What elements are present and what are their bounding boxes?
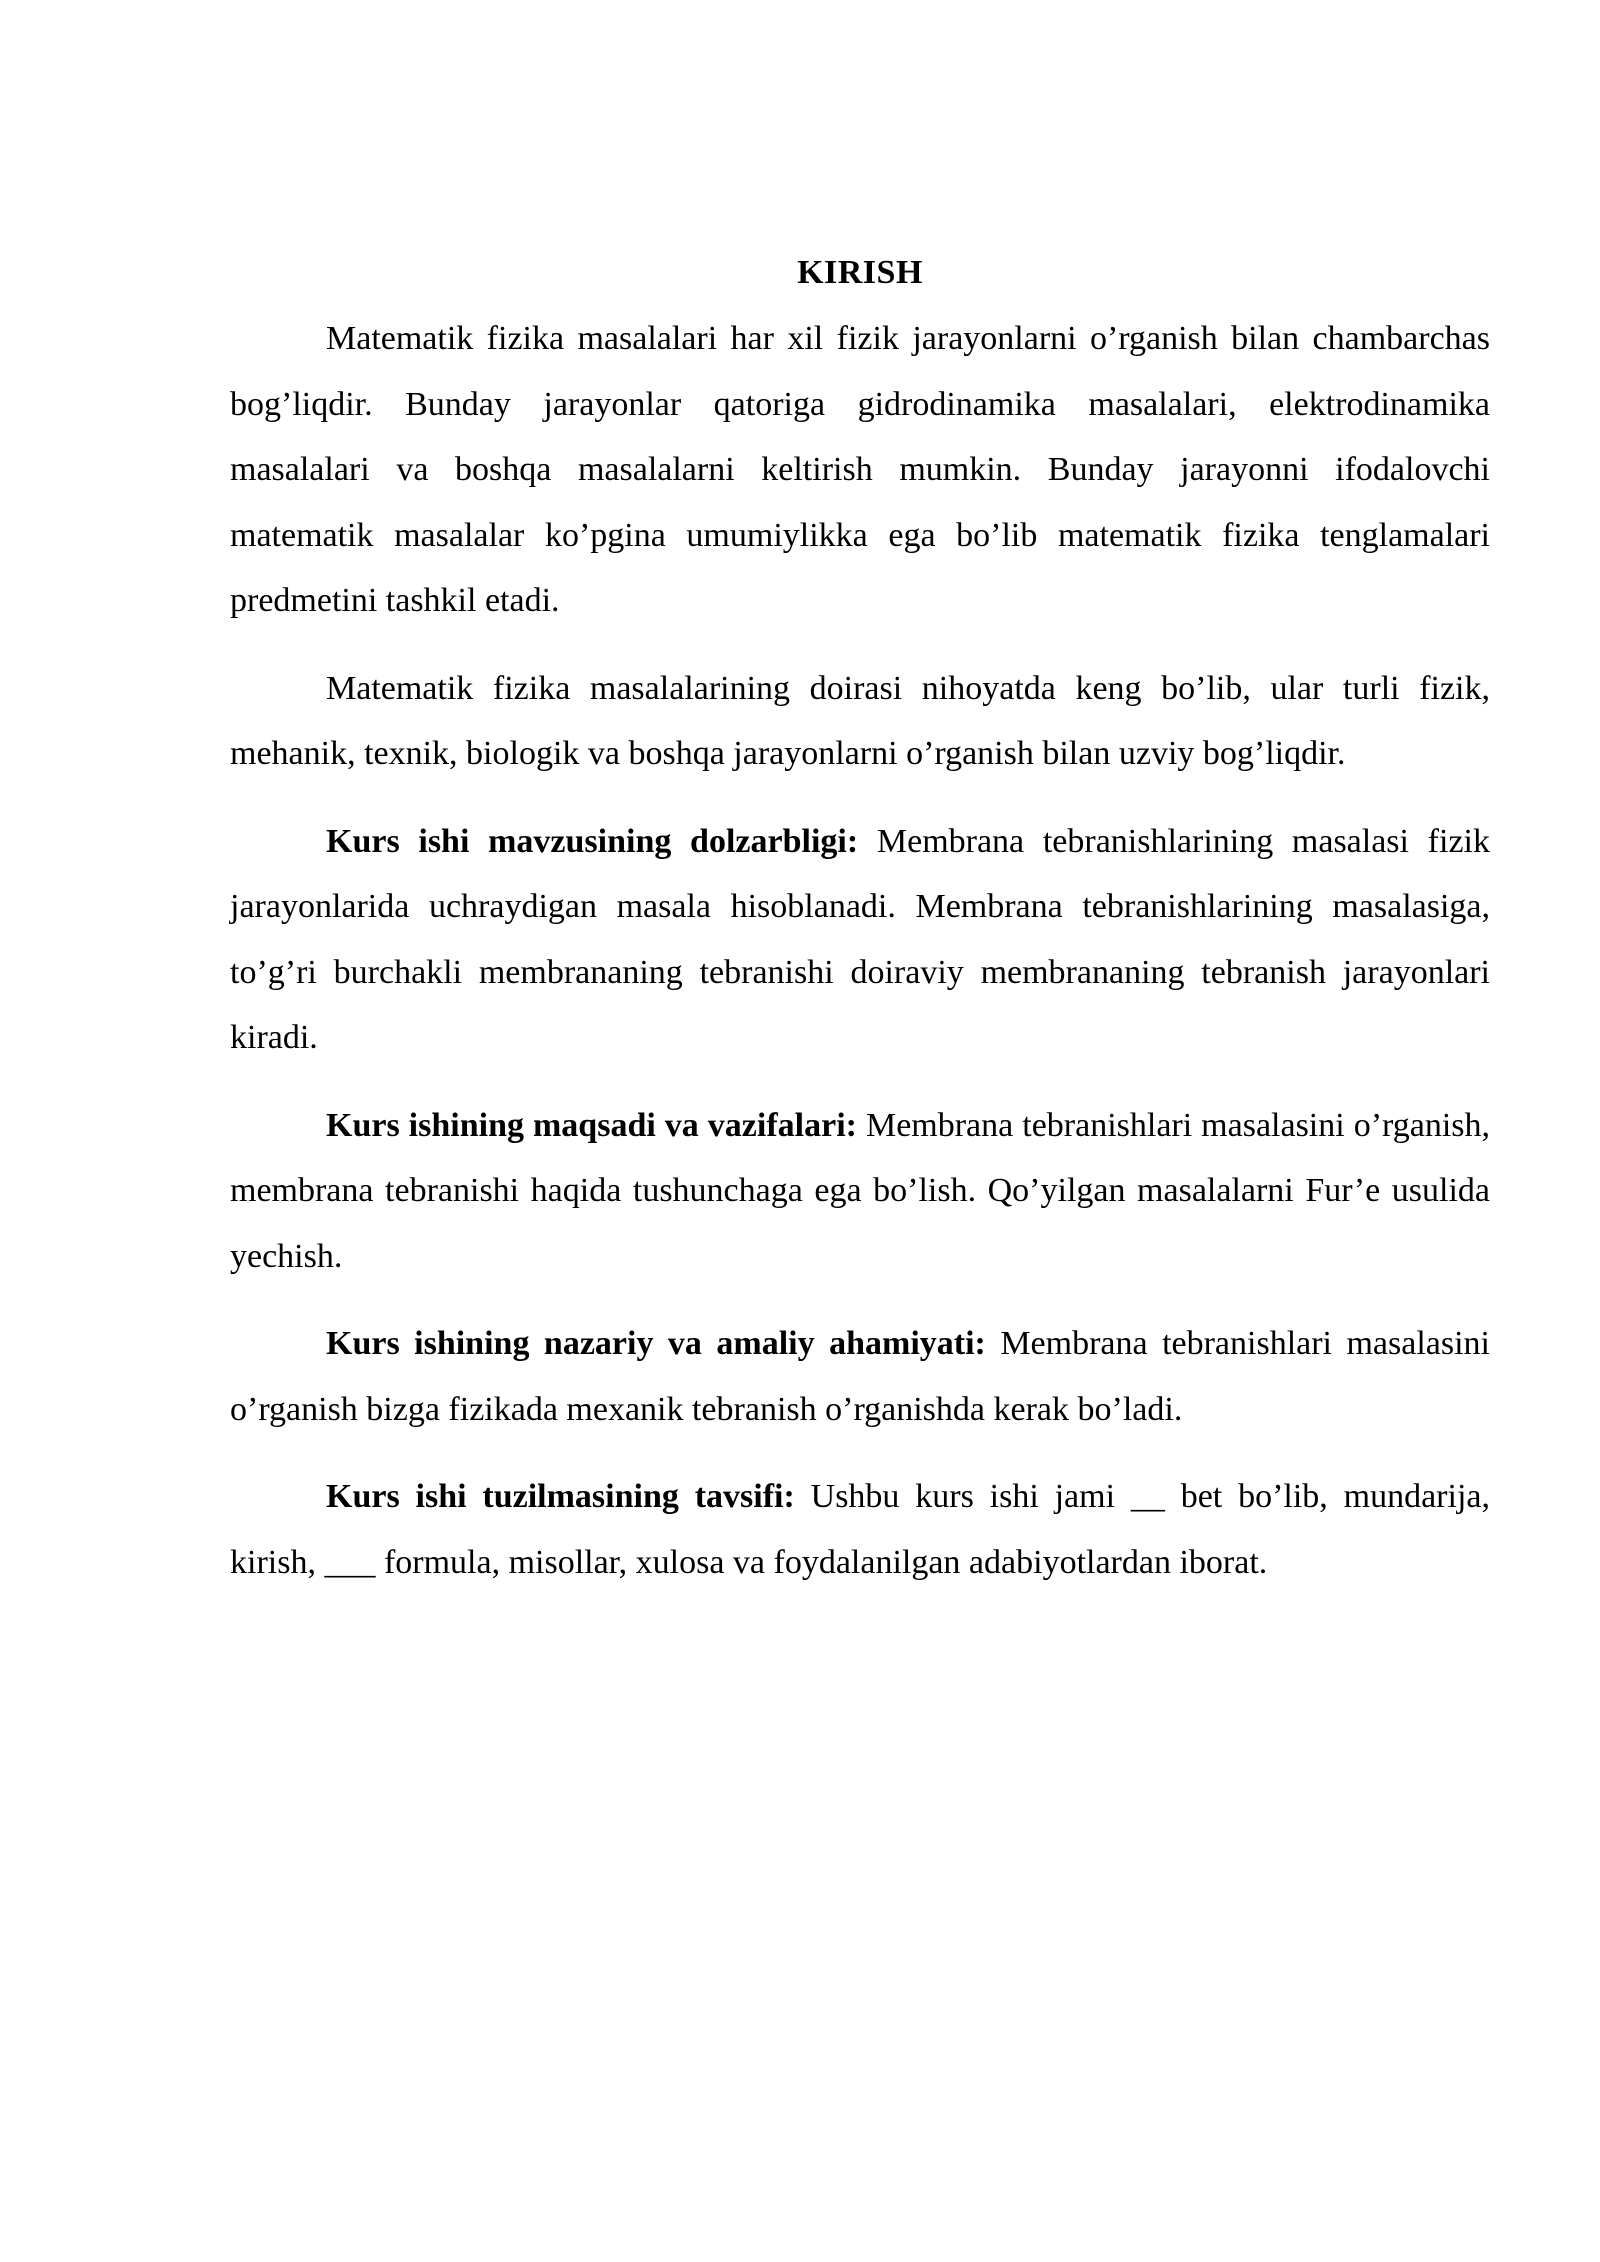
paragraph-lead: Kurs ishi mavzusining dolzarbligi: [326,822,859,860]
paragraph-goals [230,1093,1490,1290]
document-page [230,240,1490,1617]
paragraph-text: Matematik fizika masalalari har xil fizik jarayonlarni o’rganish bilan chambarchas bog’liqdir. Bunday jarayonlar qatoriga gidrodinamika masalalari, elektrodinamika masalalari va boshqa masalalarni keltirish mumkin. Bunday jarayonni ifodalovchi matematik masalalar ko’pgina umumiylikka ega bo’lib matematik fizika tenglamalari predmetini tashkil etadi. [230,320,1490,619]
paragraph-intro-1 [230,306,1490,634]
paragraph-lead: Kurs ishining maqsadi va vazifalari: [326,1106,857,1144]
paragraph-text: Matematik fizika masalalarining doirasi nihoyatda keng bo’lib, ular turli fizik, mehanik, texnik, biologik va boshqa jarayonlarni o’rganish bilan uzviy bog’liqdir. [230,669,1490,772]
paragraph-significance [230,1311,1490,1442]
paragraph-intro-2 [230,656,1490,787]
paragraph-structure [230,1464,1490,1595]
paragraph-text: Membrana tebranishlarining masalasi fizik jarayonlarida uchraydigan masala hisoblanadi. Membrana tebranishlarining masalasiga, to’g’ri burchakli membrananing tebranishi doiraviy membrananing tebranish jarayonlari kiradi. [230,822,1490,1056]
page-title: KIRISH [797,254,923,291]
paragraph-text: Ushbu kurs ishi jami __ bet bo’lib, mundarija, kirish, ___ formula, misollar, xulosa va foydalanilgan adabiyotlardan iborat. [230,1478,1490,1581]
paragraph-text: Membrana tebranishlari masalasini o’rganish, membrana tebranishi haqida tushunchaga ega bo’lish. Qo’yilgan masalalarni Fur’e usulida yechish. [230,1106,1490,1275]
paragraph-text: Membrana tebranishlari masalasini o’rganish bizga fizikada mexanik tebranish o’rganishda kerak bo’ladi. [230,1325,1490,1428]
paragraph-lead: Kurs ishi tuzilmasining tavsifi: [326,1478,795,1515]
paragraph-relevance [230,809,1490,1071]
paragraph-lead: Kurs ishining nazariy va amaliy ahamiyati: [326,1325,986,1362]
